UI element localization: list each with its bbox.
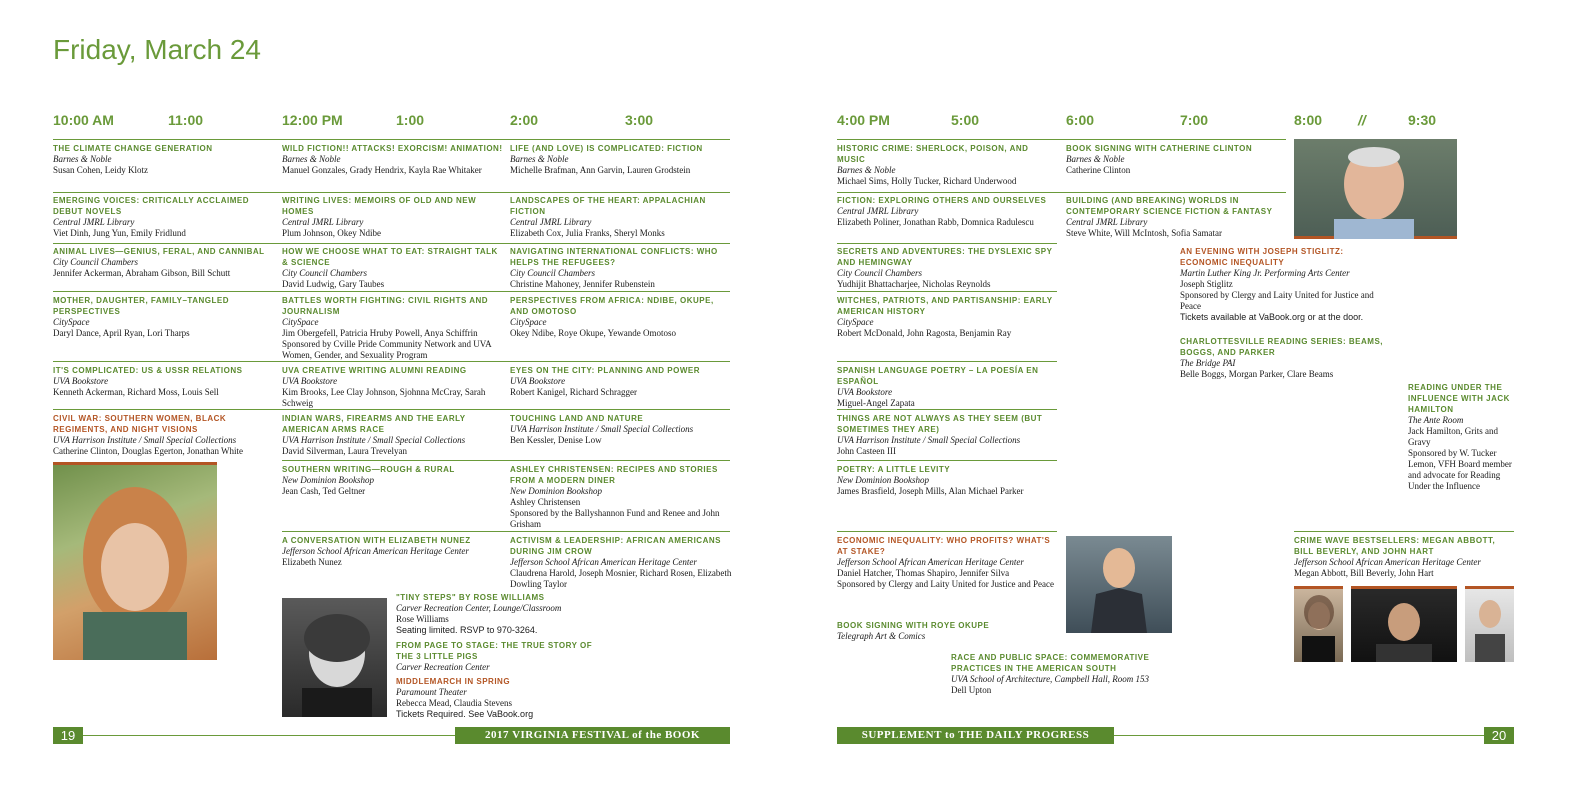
event-participants: Elizabeth Poliner, Jonathan Rabb, Domnica Radulescu <box>837 217 1034 227</box>
event-block <box>282 246 504 290</box>
event-title: MIDDLEMARCH IN SPRING <box>396 677 511 686</box>
event-title: ASHLEY CHRISTENSEN: RECIPES AND STORIES FROM A MODERN DINER <box>510 465 718 485</box>
event-block <box>837 195 1059 228</box>
event-venue: Barnes & Noble <box>510 154 569 164</box>
event-title: BATTLES WORTH FIGHTING: CIVIL RIGHTS AND JOURNALISM <box>282 296 489 316</box>
event-block <box>1294 535 1516 579</box>
row-rule <box>53 192 730 193</box>
event-block <box>837 246 1059 290</box>
time-header: 8:00 <box>1294 112 1323 128</box>
event-title: POETRY: A LITTLE LEVITY <box>837 465 951 474</box>
event-venue: New Dominion Bookshop <box>837 475 929 485</box>
event-block <box>1408 382 1514 492</box>
event-block <box>510 413 732 446</box>
event-participants: Daniel Hatcher, Thomas Shapiro, Jennifer Silva <box>837 568 1010 578</box>
author-photo-bill-beverly <box>1351 586 1457 662</box>
event-venue: CitySpace <box>53 317 90 327</box>
event-venue: Central JMRL Library <box>53 217 135 227</box>
event-venue: Barnes & Noble <box>53 154 112 164</box>
event-participants: Ben Kessler, Denise Low <box>510 435 602 445</box>
footer-rule <box>83 735 455 736</box>
event-block <box>53 365 275 398</box>
event-title: CHARLOTTESVILLE READING SERIES: BEAMS, BOGGS, AND PARKER <box>1180 337 1384 357</box>
author-photo-megan-abbott <box>1294 586 1343 662</box>
event-participants: David Silverman, Laura Trevelyan <box>282 446 407 456</box>
row-rule <box>837 192 1286 193</box>
event-title: EYES ON THE CITY: PLANNING AND POWER <box>510 366 701 375</box>
row-rule <box>1294 531 1514 532</box>
event-block <box>396 592 606 636</box>
event-venue: City Council Chambers <box>510 268 595 278</box>
row-rule <box>282 460 730 461</box>
event-title: CIVIL WAR: SOUTHERN WOMEN, BLACK REGIMENTS, AND NIGHT VISIONS <box>53 414 227 434</box>
event-participants: David Ludwig, Gary Taubes <box>282 279 385 289</box>
event-title: WITCHES, PATRIOTS, AND PARTISANSHIP: EARLY AMERICAN HISTORY <box>837 296 1053 316</box>
event-block <box>951 652 1161 696</box>
time-header: 6:00 <box>1066 112 1095 128</box>
event-sponsor-note: Sponsored by W. Tucker Lemon, VFH Board member and advocate for Reading Under the Influence <box>1408 448 1512 491</box>
event-block <box>837 365 1059 409</box>
row-rule <box>53 243 730 244</box>
event-title: UVA CREATIVE WRITING ALUMNI READING <box>282 366 467 375</box>
event-participants: Kim Brooks, Lee Clay Johnson, Sjohnna McCray, Sarah Schweig <box>282 387 486 408</box>
row-rule <box>837 243 1057 244</box>
event-block <box>396 640 606 673</box>
event-participants: Michelle Brafman, Ann Garvin, Lauren Grodstein <box>510 165 691 175</box>
time-header: 1:00 <box>396 112 425 128</box>
event-sponsor-note: Sponsored by Clergy and Laity United for Justice and Peace <box>837 579 1055 589</box>
event-block <box>1180 336 1390 380</box>
event-venue: Barnes & Noble <box>1066 154 1125 164</box>
time-header: 3:00 <box>625 112 654 128</box>
event-title: HISTORIC CRIME: SHERLOCK, POISON, AND MUSIC <box>837 144 1029 164</box>
event-participants: Robert Kanigel, Richard Schragger <box>510 387 637 397</box>
event-title: BOOK SIGNING WITH CATHERINE CLINTON <box>1066 144 1253 153</box>
event-participants: Dell Upton <box>951 685 992 695</box>
row-rule <box>837 291 1057 292</box>
event-participants: Megan Abbott, Bill Beverly, John Hart <box>1294 568 1434 578</box>
event-block <box>396 676 606 720</box>
row-rule <box>837 409 1057 410</box>
row-rule <box>282 531 730 532</box>
event-title: SECRETS AND ADVENTURES: THE DYSLEXIC SPY AND HEMINGWAY <box>837 247 1053 267</box>
event-block <box>53 413 275 457</box>
event-block <box>282 295 504 361</box>
event-participants: Robert McDonald, John Ragosta, Benjamin Ray <box>837 328 1012 338</box>
event-title: EMERGING VOICES: CRITICALLY ACCLAIMED DEBUT NOVELS <box>53 196 249 216</box>
event-venue: City Council Chambers <box>837 268 922 278</box>
event-block <box>510 365 732 398</box>
event-sponsor-note: Sponsored by the Ballyshannon Fund and Renee and John Grisham <box>510 508 720 529</box>
event-block <box>53 246 275 279</box>
time-header: 7:00 <box>1180 112 1209 128</box>
event-title: ECONOMIC INEQUALITY: WHO PROFITS? WHAT'S AT STAKE? <box>837 536 1051 556</box>
page-number-left: 19 <box>53 727 83 744</box>
event-block <box>53 143 275 176</box>
event-participants: Michael Sims, Holly Tucker, Richard Underwood <box>837 176 1017 186</box>
event-participants: Jean Cash, Ted Geltner <box>282 486 366 496</box>
event-venue: City Council Chambers <box>282 268 367 278</box>
event-participants: Yudhijit Bhattacharjee, Nicholas Reynolds <box>837 279 991 289</box>
event-title: AN EVENING WITH JOSEPH STIGLITZ: ECONOMIC INEQUALITY <box>1180 247 1344 267</box>
event-participants: Viet Dinh, Jung Yun, Emily Fridlund <box>53 228 186 238</box>
time-header: 9:30 <box>1408 112 1437 128</box>
event-title: FICTION: EXPLORING OTHERS AND OURSELVES <box>837 196 1047 205</box>
event-venue: UVA Harrison Institute / Small Special Collections <box>837 435 1021 445</box>
event-block <box>837 620 1059 642</box>
event-title: A CONVERSATION WITH ELIZABETH NUNEZ <box>282 536 471 545</box>
event-title: READING UNDER THE INFLUENCE WITH JACK HAMILTON <box>1408 383 1510 414</box>
header-rule <box>53 139 730 140</box>
event-title: BUILDING (AND BREAKING) WORLDS IN CONTEMPORARY SCIENCE FICTION & FANTASY <box>1066 196 1273 216</box>
event-block <box>837 413 1059 457</box>
event-participants: Jim Obergefell, Patricia Hruby Powell, Anya Schiffrin <box>282 328 478 338</box>
event-venue: UVA Bookstore <box>53 376 109 386</box>
event-participants: John Casteen III <box>837 446 896 456</box>
event-participants: Claudrena Harold, Joseph Mosnier, Richard Rosen, Elizabeth Dowling Taylor <box>510 568 732 589</box>
event-participants: Joseph Stiglitz <box>1180 279 1233 289</box>
event-title: WILD FICTION!! ATTACKS! EXORCISM! ANIMATION! <box>282 144 503 153</box>
event-title: RACE AND PUBLIC SPACE: COMMEMORATIVE PRACTICES IN THE AMERICAN SOUTH <box>951 653 1150 673</box>
event-venue: New Dominion Bookshop <box>282 475 374 485</box>
event-venue: Jefferson School African American Heritage Center <box>510 557 697 567</box>
time-break-mark: // <box>1358 112 1366 128</box>
footer-right-title: SUPPLEMENT to THE DAILY PROGRESS <box>837 727 1114 744</box>
time-header: 12:00 PM <box>282 112 343 128</box>
event-block <box>282 143 504 176</box>
event-venue: UVA Harrison Institute / Small Special Collections <box>510 424 694 434</box>
event-venue: UVA Bookstore <box>282 376 338 386</box>
event-block <box>282 365 504 409</box>
event-block <box>510 246 732 290</box>
event-venue: UVA Harrison Institute / Small Special Collections <box>282 435 466 445</box>
row-rule <box>837 361 1057 362</box>
event-venue: Jefferson School African American Heritage Center <box>282 546 469 556</box>
event-title: HOW WE CHOOSE WHAT TO EAT: STRAIGHT TALK & SCIENCE <box>282 247 498 267</box>
time-header: 5:00 <box>951 112 980 128</box>
event-participants: Catherine Clinton, Douglas Egerton, Jonathan White <box>53 446 244 456</box>
event-title: MOTHER, DAUGHTER, FAMILY–TANGLED PERSPECTIVES <box>53 296 230 316</box>
event-title: FROM PAGE TO STAGE: THE TRUE STORY OF THE 3 LITTLE PIGS <box>396 641 593 661</box>
event-block <box>510 535 732 590</box>
event-venue: Carver Recreation Center <box>396 662 490 672</box>
event-block <box>282 464 504 497</box>
event-participants: Daryl Dance, April Ryan, Lori Tharps <box>53 328 190 338</box>
time-header: 2:00 <box>510 112 539 128</box>
time-header: 4:00 PM <box>837 112 890 128</box>
author-photo-john-hart <box>1465 586 1514 662</box>
header-rule <box>837 139 1286 140</box>
event-venue: City Council Chambers <box>53 257 138 267</box>
event-title: THINGS ARE NOT ALWAYS AS THEY SEEM (BUT SOMETIMES THEY ARE) <box>837 414 1043 434</box>
event-venue: Barnes & Noble <box>837 165 896 175</box>
event-venue: The Ante Room <box>1408 415 1464 425</box>
event-block <box>510 195 732 239</box>
event-venue: UVA Harrison Institute / Small Special Collections <box>53 435 237 445</box>
event-sponsor-note: Sponsored by Clergy and Laity United for Justice and Peace <box>1180 290 1374 311</box>
event-block <box>510 464 732 530</box>
event-venue: Central JMRL Library <box>282 217 364 227</box>
event-ticket-note: Seating limited. RSVP to 970-3264. <box>396 625 538 635</box>
author-photo-daniel-hatcher <box>1066 536 1172 633</box>
author-photo-rose-williams <box>282 598 387 717</box>
event-participants: Jack Hamilton, Grits and Gravy <box>1408 426 1498 447</box>
event-venue: Barnes & Noble <box>282 154 341 164</box>
event-block <box>1066 195 1288 239</box>
event-venue: CitySpace <box>510 317 547 327</box>
event-participants: Rose Williams <box>396 614 449 624</box>
event-venue: CitySpace <box>837 317 874 327</box>
event-participants: Steve White, Will McIntosh, Sofia Samatar <box>1066 228 1223 238</box>
event-venue: Central JMRL Library <box>510 217 592 227</box>
event-participants: Manuel Gonzales, Grady Hendrix, Kayla Rae Whitaker <box>282 165 482 175</box>
event-title: WRITING LIVES: MEMOIRS OF OLD AND NEW HOMES <box>282 196 477 216</box>
event-block <box>510 295 732 339</box>
event-participants: Ashley Christensen <box>510 497 581 507</box>
event-venue: The Bridge PAI <box>1180 358 1236 368</box>
event-title: SOUTHERN WRITING—ROUGH & RURAL <box>282 465 455 474</box>
event-venue: Central JMRL Library <box>837 206 919 216</box>
row-rule <box>53 361 730 362</box>
event-block <box>282 195 504 239</box>
event-title: THE CLIMATE CHANGE GENERATION <box>53 144 213 153</box>
event-participants: Rebecca Mead, Claudia Stevens <box>396 698 512 708</box>
event-ticket-note: Tickets available at VaBook.org or at the door. <box>1180 312 1364 322</box>
event-block <box>53 295 275 339</box>
event-title: IT'S COMPLICATED: US & USSR RELATIONS <box>53 366 243 375</box>
event-title: TOUCHING LAND AND NATURE <box>510 414 644 423</box>
event-participants: Elizabeth Nunez <box>282 557 342 567</box>
event-block <box>282 535 504 568</box>
event-title: ANIMAL LIVES—GENIUS, FERAL, AND CANNIBAL <box>53 247 265 256</box>
event-block <box>837 295 1059 339</box>
row-rule <box>837 531 1057 532</box>
event-venue: UVA Bookstore <box>510 376 566 386</box>
event-participants: Miguel-Angel Zapata <box>837 398 915 408</box>
event-venue: Central JMRL Library <box>1066 217 1148 227</box>
row-rule <box>837 460 1057 461</box>
event-block <box>837 535 1059 590</box>
event-venue: New Dominion Bookshop <box>510 486 602 496</box>
event-participants: Kenneth Ackerman, Richard Moss, Louis Sell <box>53 387 219 397</box>
event-participants: Belle Boggs, Morgan Parker, Clare Beams <box>1180 369 1334 379</box>
event-block <box>282 413 504 457</box>
event-title: BOOK SIGNING WITH ROYE OKUPE <box>837 621 990 630</box>
event-venue: Jefferson School African American Heritage Center <box>1294 557 1481 567</box>
event-title: PERSPECTIVES FROM AFRICA: NDIBE, OKUPE, AND OMOTOSO <box>510 296 714 316</box>
event-sponsor-note: Sponsored by Cville Pride Community Network and UVA Women, Gender, and Sexuality Program <box>282 339 492 360</box>
page-title: Friday, March 24 <box>53 34 261 65</box>
event-block <box>837 464 1059 497</box>
event-venue: Telegraph Art & Comics <box>837 631 926 641</box>
event-block <box>510 143 732 176</box>
event-title: SPANISH LANGUAGE POETRY – LA POESÍA EN ESPAÑOL <box>837 366 1039 386</box>
event-venue: UVA Bookstore <box>837 387 893 397</box>
row-rule <box>53 409 730 410</box>
event-venue: Carver Recreation Center, Lounge/Classroom <box>396 603 562 613</box>
event-participants: Susan Cohen, Leidy Klotz <box>53 165 148 175</box>
event-title: NAVIGATING INTERNATIONAL CONFLICTS: WHO HELPS THE REFUGEES? <box>510 247 718 267</box>
event-participants: Catherine Clinton <box>1066 165 1131 175</box>
event-venue: Jefferson School African American Heritage Center <box>837 557 1024 567</box>
event-title: "TINY STEPS" BY ROSE WILLIAMS <box>396 593 545 602</box>
event-participants: Okey Ndibe, Roye Okupe, Yewande Omotoso <box>510 328 676 338</box>
event-venue: CitySpace <box>282 317 319 327</box>
footer-rule <box>1114 735 1484 736</box>
event-title: LIFE (AND LOVE) IS COMPLICATED: FICTION <box>510 144 703 153</box>
event-venue: Paramount Theater <box>396 687 467 697</box>
event-participants: Plum Johnson, Okey Ndibe <box>282 228 381 238</box>
event-block <box>1066 143 1288 176</box>
footer-left-title: 2017 VIRGINIA FESTIVAL of the BOOK <box>455 727 730 744</box>
event-block <box>1180 246 1390 323</box>
event-block <box>53 195 275 239</box>
event-title: CRIME WAVE BESTSELLERS: MEGAN ABBOTT, BILL BEVERLY, AND JOHN HART <box>1294 536 1496 556</box>
event-participants: Jennifer Ackerman, Abraham Gibson, Bill Schutt <box>53 268 231 278</box>
author-photo-joseph-stiglitz <box>1294 139 1457 239</box>
event-title: LANDSCAPES OF THE HEART: APPALACHIAN FICTION <box>510 196 706 216</box>
page-number-right: 20 <box>1484 727 1514 744</box>
event-title: ACTIVISM & LEADERSHIP: AFRICAN AMERICANS DURING JIM CROW <box>510 536 721 556</box>
event-ticket-note: Tickets Required. See VaBook.org <box>396 709 534 719</box>
event-participants: Christine Mahoney, Jennifer Rubenstein <box>510 279 655 289</box>
event-title: INDIAN WARS, FIREARMS AND THE EARLY AMERICAN ARMS RACE <box>282 414 466 434</box>
event-participants: James Brasfield, Joseph Mills, Alan Michael Parker <box>837 486 1024 496</box>
event-venue: UVA School of Architecture, Campbell Hall, Room 153 <box>951 674 1150 684</box>
time-header: 10:00 AM <box>53 112 114 128</box>
event-venue: Martin Luther King Jr. Performing Arts Center <box>1180 268 1350 278</box>
author-photo-catherine-clinton <box>53 462 217 660</box>
row-rule <box>53 291 730 292</box>
event-participants: Elizabeth Cox, Julia Franks, Sheryl Monks <box>510 228 665 238</box>
time-header: 11:00 <box>168 112 204 128</box>
event-block <box>837 143 1059 187</box>
